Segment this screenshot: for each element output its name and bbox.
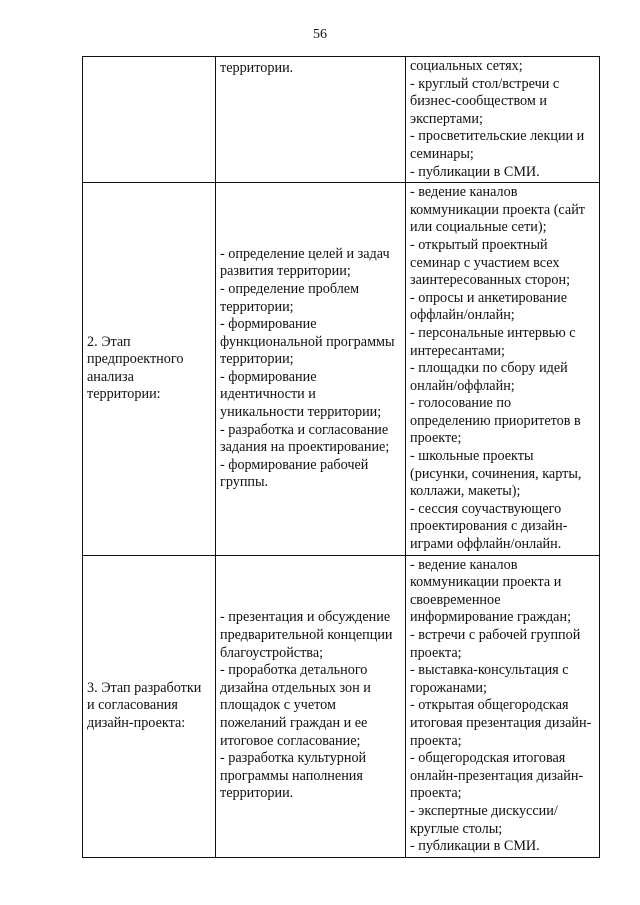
stage-cell [83, 183, 216, 555]
table-row [83, 183, 600, 555]
page-number: 56 [313, 27, 327, 42]
stages-table [82, 56, 600, 858]
goals-cell [216, 183, 406, 555]
forms-cell [406, 555, 600, 857]
forms-text: социальных сетях; - круглый стол/встречи с бизнес-сообществом и экспертами; - просветительские лекции и семинары; - публикации в СМИ. [410, 58, 585, 180]
stage-text: 2. Этап предпроектного анализа территории: [87, 333, 184, 403]
forms-text: - ведение каналов коммуникации проекта и своевременное информирование граждан; - встречи с рабочей группой проекта; - выставка-консультация с горожанами; - открытая общегородская итоговая презентация дизайн-проекта; - общегородская итоговая онлайн-презентация дизайн-проекта; - экспертные дискуссии/ круглые столы; - публикации в СМИ. [410, 556, 592, 855]
goals-cell [216, 57, 406, 183]
goals-text: - презентация и обсуждение предварительной концепции благоустройства; - проработка детального дизайна отдельных зон и площадок с учетом пожеланий граждан и ее итоговое согласование; - разработка культурной программы наполнения территории. [220, 609, 393, 802]
stage-cell [83, 57, 216, 183]
goals-cell [216, 555, 406, 857]
forms-text: - ведение каналов коммуникации проекта (сайт или социальные сети); - открытый проектный семинар с участием всех заинтересованных сторон; - опросы и анкетирование оффлайн/онлайн; - персональные интервью с интересантами; - площадки по сбору идей онлайн/оффлайн; - голосование по определению приоритетов в проекте; - школьные проекты (рисунки, сочинения, карты, коллажи, макеты); - сессия соучаствующего проектирования с дизайн-играми оффлайн/онлайн. [410, 184, 585, 553]
forms-cell [406, 57, 600, 183]
table-row [83, 555, 600, 857]
stage-text: 3. Этап разработки и согласования дизайн-проекта: [87, 679, 202, 731]
goals-text: территории. [220, 60, 294, 76]
stage-cell [83, 555, 216, 857]
goals-text: - определение целей и задач развития территории; - определение проблем территории; - формирование функциональной программы территории; - формирование идентичности и уникальности территории; - разработка и согласование задания на проектирование; - формирование рабочей группы. [220, 245, 395, 491]
table-row [83, 57, 600, 183]
forms-cell [406, 183, 600, 555]
